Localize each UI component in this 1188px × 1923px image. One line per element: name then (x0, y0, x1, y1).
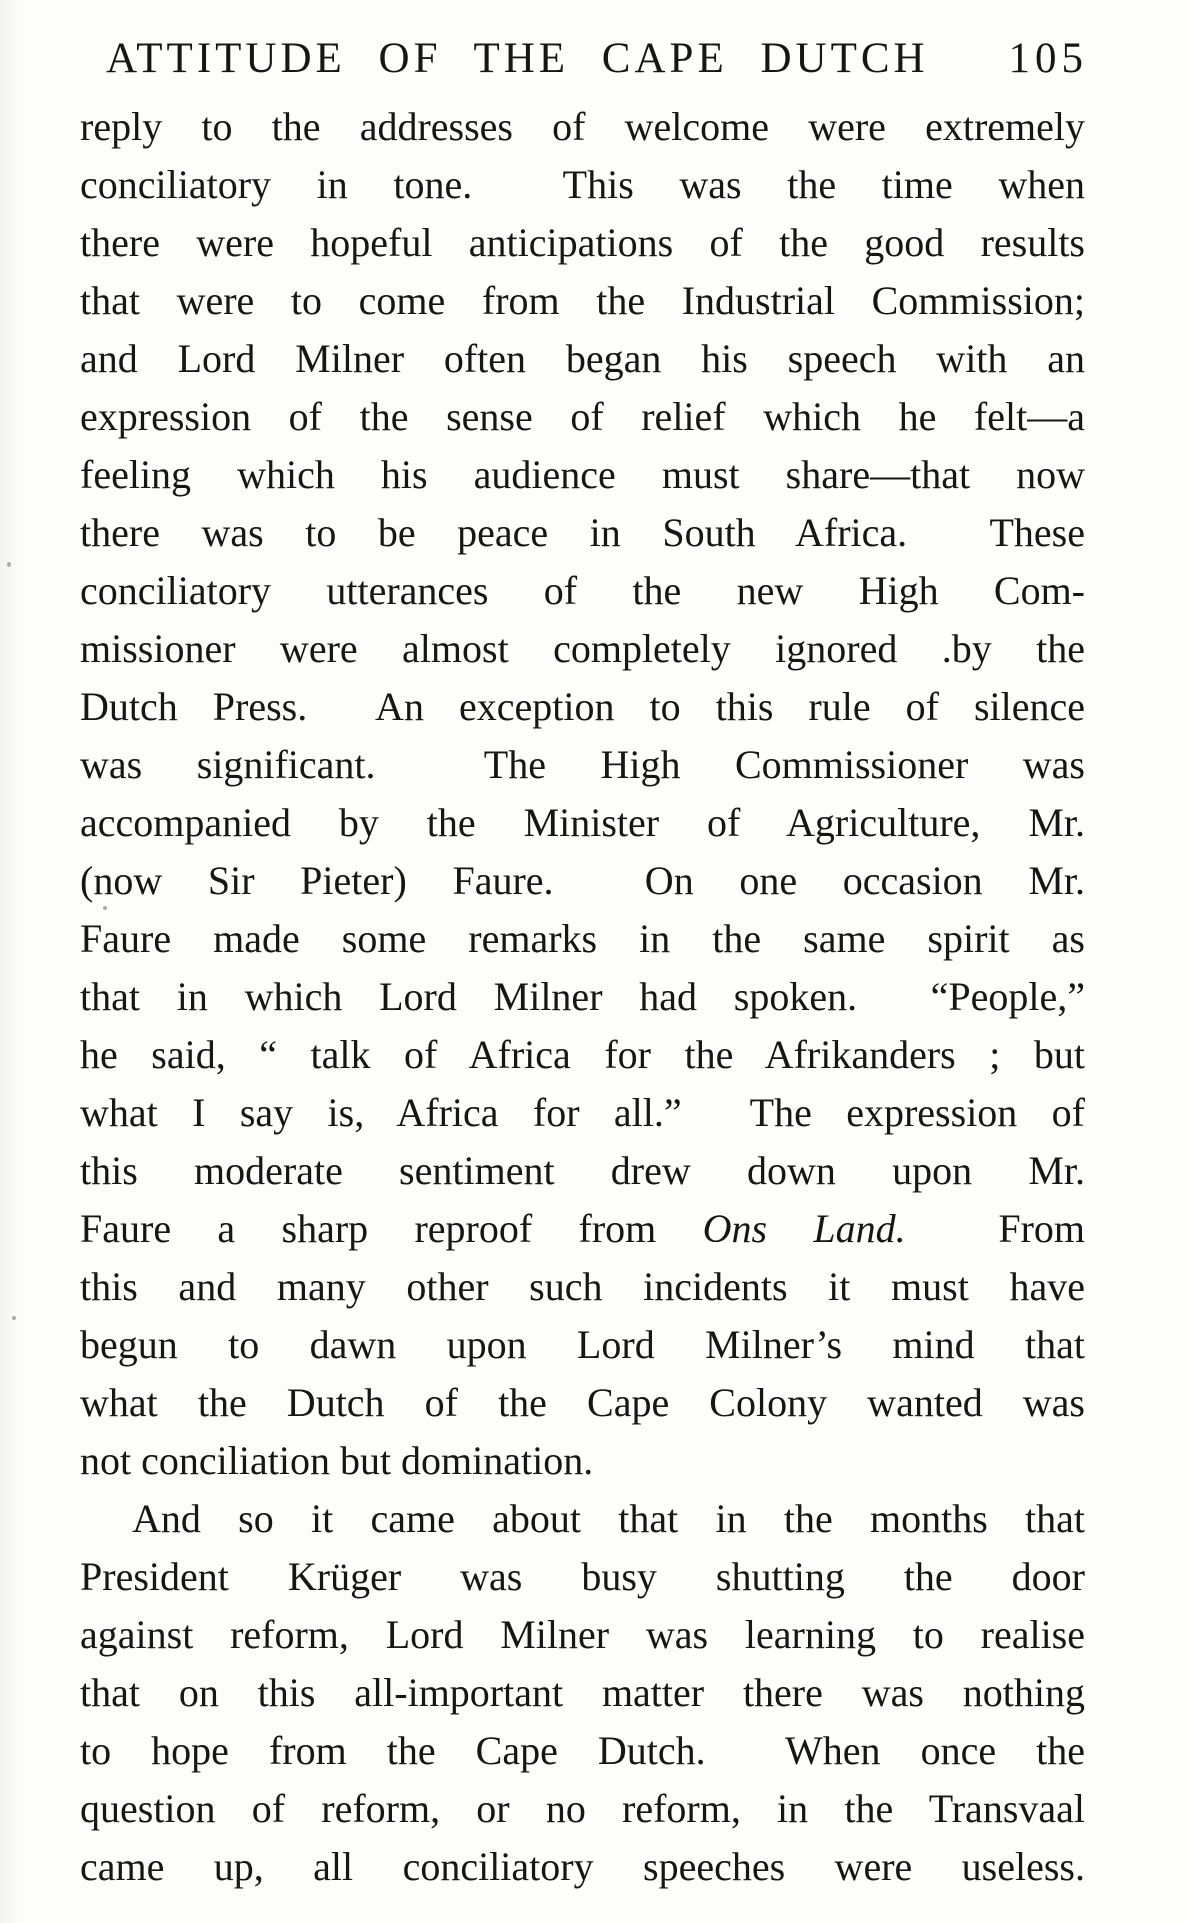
text-line: what the Dutch of the Cape Colony wanted was (80, 1380, 1085, 1425)
running-head-title: ATTITUDE OF THE CAPE DUTCH (106, 35, 929, 82)
text-line: conciliatory in tone. This was the time when (80, 162, 1085, 207)
text-line: that in which Lord Milner had spoken. “People,” (80, 974, 1085, 1019)
body-text (0, 98, 1188, 1896)
text-line: what I say is, Africa for all.” The expression of (80, 1090, 1085, 1135)
text-line: this moderate sentiment drew down upon Mr. (80, 1148, 1085, 1193)
text-line (80, 1200, 1085, 1258)
running-head (0, 0, 1188, 84)
text-line: question of reform, or no reform, in the Transvaal (80, 1786, 1085, 1831)
text-line: missioner were almost completely ignored .by the (80, 626, 1085, 671)
text-line: reply to the addresses of welcome were extremely (80, 104, 1085, 149)
text-line-paragraph-end: not conciliation but domination. (80, 1438, 594, 1483)
text-line: Dutch Press. An exception to this rule of silence (80, 684, 1085, 729)
text-line: feeling which his audience must share—that now (80, 452, 1085, 497)
text-line: that on this all-important matter there was nothing (80, 1670, 1085, 1715)
text-segment-italic-title: Ons Land. (702, 1206, 906, 1251)
text-line: against reform, Lord Milner was learning to realise (80, 1612, 1085, 1657)
text-line: that were to come from the Industrial Commission; (80, 278, 1085, 323)
text-line: this and many other such incidents it must have (80, 1264, 1085, 1309)
text-line: Faure made some remarks in the same spirit as (80, 916, 1085, 961)
text-segment: From (905, 1206, 1086, 1251)
scan-ink-speck (7, 562, 11, 567)
text-line: begun to dawn upon Lord Milner’s mind that (80, 1322, 1085, 1367)
text-line: and Lord Milner often began his speech with an (80, 336, 1085, 381)
text-line: expression of the sense of relief which he felt—a (80, 394, 1085, 439)
text-line: there were hopeful anticipations of the good results (80, 220, 1085, 265)
page-number: 105 (1008, 35, 1088, 82)
text-line: accompanied by the Minister of Agriculture, Mr. (80, 800, 1085, 845)
text-line: conciliatory utterances of the new High Com- (80, 568, 1085, 613)
text-line: he said, “ talk of Africa for the Afrikanders ; but (80, 1032, 1085, 1077)
text-line: (now Sir Pieter) Faure. On one occasion Mr. (80, 858, 1085, 903)
scan-ink-speck (103, 906, 107, 910)
text-line: there was to be peace in South Africa. These (80, 510, 1085, 555)
scan-ink-speck (12, 1316, 16, 1320)
text-line-paragraph-start: And so it came about that in the months that (132, 1496, 1085, 1541)
text-line: to hope from the Cape Dutch. When once the (80, 1728, 1085, 1773)
text-line: came up, all conciliatory speeches were useless. (80, 1844, 1085, 1889)
text-segment: Faure a sharp reproof from (80, 1206, 703, 1251)
text-line: President Krüger was busy shutting the door (80, 1554, 1085, 1599)
text-line: was significant. The High Commissioner was (80, 742, 1085, 787)
